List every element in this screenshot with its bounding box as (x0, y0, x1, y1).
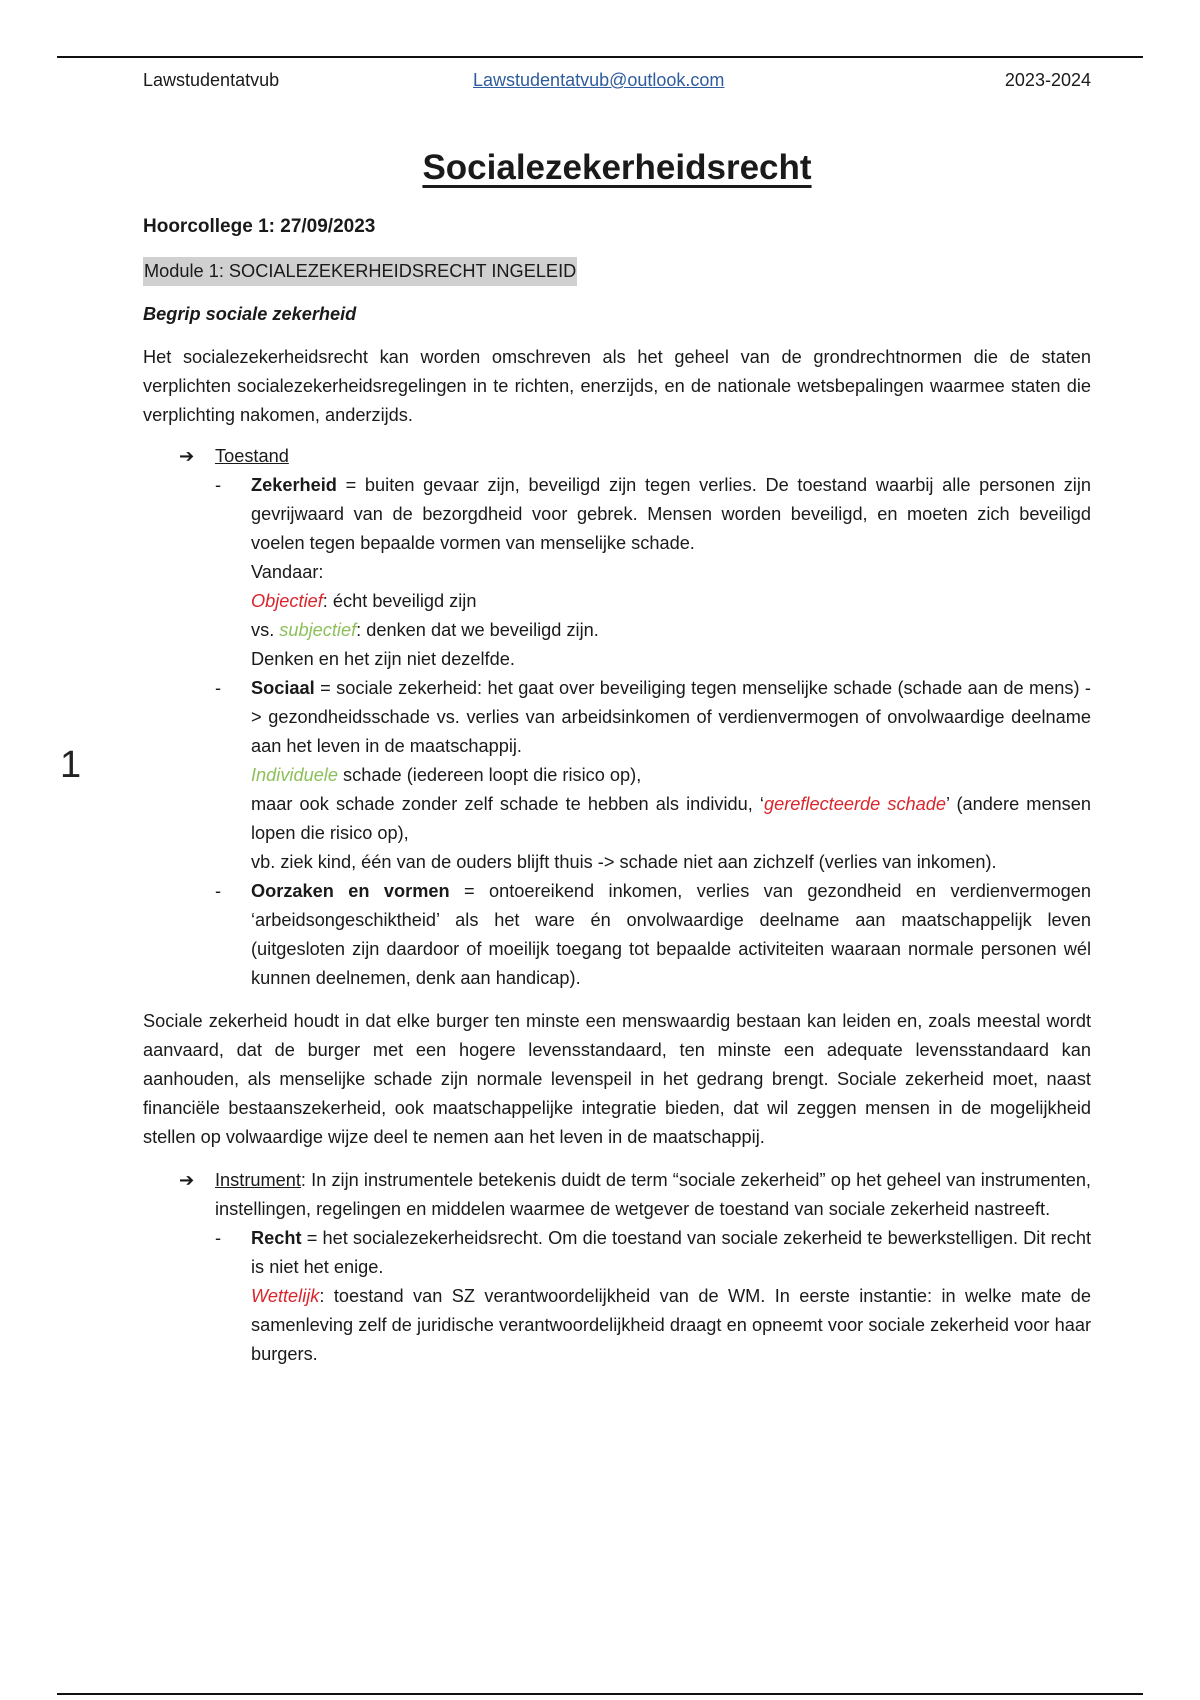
denken-text: Denken en het zijn niet dezelfde. (251, 649, 515, 669)
vs-text: vs. (251, 620, 280, 640)
example-text: vb. ziek kind, één van de ouders blijft thuis -> schade niet aan zichzelf (verlies van inkomen). (251, 852, 997, 872)
dash-bullet: - (215, 1228, 222, 1248)
intro-paragraph: Het socialezekerheidsrecht kan worden omschreven als het geheel van de grondrechtnormen die de staten verplichten socialezekerheidsregelingen in te richten, enerzijds, en de nationale wetsbepalingen waarmee staten die verplichting nakomen, anderzijds. (143, 347, 1091, 425)
wettelijk-text: : toestand van SZ verantwoordelijkheid van de WM. In eerste instantie: in welke mate de samenleving zelf de juridische verantwoordelijkheid draagt en opneemt voor sociale zekerheid voor haar burgers. (251, 1286, 1091, 1364)
gereflecteerde-term: gereflecteerde schade (763, 794, 947, 814)
page-title: Socialezekerheidsrecht (422, 148, 812, 187)
subjectief-text: : denken dat we beveiligd zijn. (356, 620, 599, 640)
term-recht: Recht (251, 1228, 302, 1248)
zekerheid-text: = buiten gevaar zijn, beveiligd zijn tegen verlies. De toestand waarbij alle personen zijn gevrijwaard van de bezorgdheid voor gebrek. Mensen worden beveiligd, en moeten zich beveiligd voelen tegen bepaalde vormen van menselijke schade. (251, 475, 1091, 553)
term-sociaal: Sociaal (251, 678, 315, 698)
maar-text-post: ’ (andere mensen lopen die risico op), (251, 794, 1091, 843)
instrument-section (143, 1166, 1091, 1224)
wettelijk-term: Wettelijk (251, 1286, 320, 1306)
header-left: Lawstudentatvub (143, 70, 280, 90)
lecture-heading: Hoorcollege 1: 27/09/2023 (143, 216, 376, 237)
objectief-term: Objectief (251, 591, 323, 611)
dash-bullet: - (215, 881, 222, 901)
module-heading: Module 1: SOCIALEZEKERHEIDSRECHT INGELEID (143, 257, 577, 286)
list-item-zekerheid (143, 471, 1091, 674)
paragraph-sociale-zekerheid: Sociale zekerheid houdt in dat elke burger ten minste een menswaardig bestaan kan leiden en, zoals meestal wordt aanvaard, dat de burger met een hogere levensstandaard, ten minste een adequate levensstandaard kan aanhouden, als menselijke schade zijn normale levenspeil in het gedrang brengt. Sociale zekerheid moet, naast financiële bestaanszekerheid, ook maatschappelijke integratie bieden, dat wil zeggen mensen in de mogelijkheid stellen op volwaardige wijze deel te nemen aan het leven in de maatschappij. (143, 1011, 1091, 1147)
term-oorzaken: Oorzaken en vormen (251, 881, 450, 901)
dash-bullet: - (215, 678, 222, 698)
page-header (143, 70, 1091, 100)
oorzaken-text: = ontoereikend inkomen, verlies van gezondheid en verdienvermogen ‘arbeidsongeschiktheid’ als het ware én onvolwaardige deelname aan maatschappelijk leven (uitgesloten zijn daardoor of moeilijk toegang tot bepaalde activiteiten waaraan normale personen wél kunnen deelnemen, denk aan handicap). (251, 881, 1091, 988)
subjectief-term: subjectief (279, 620, 357, 640)
top-rule (57, 56, 1143, 58)
instrument-text: : In zijn instrumentele betekenis duidt de term “sociale zekerheid” op het geheel van instrumenten, instellingen, regelingen en middelen waarmee de wetgever de toestand van sociale zekerheid nastreeft. (215, 1170, 1091, 1219)
sociaal-text: = sociale zekerheid: het gaat over beveiliging tegen menselijke schade (schade aan de mens) -> gezondheidsschade vs. verlies van arbeidsinkomen of verdienvermogen of onvolwaardige deelname aan het leven in de maatschappij. (251, 678, 1091, 756)
list-item-recht (143, 1224, 1091, 1369)
list-item-oorzaken (143, 877, 1091, 993)
vandaar-text: Vandaar: (251, 562, 324, 582)
arrow-icon: ➔ (179, 446, 195, 466)
toestand-label: Toestand (215, 446, 289, 466)
recht-text: = het socialezekerheidsrecht. Om die toestand van sociale zekerheid te bewerkstelligen. Dit recht is niet het enige. (251, 1228, 1091, 1277)
bottom-rule (57, 1693, 1143, 1695)
maar-text-pre: maar ook schade zonder zelf schade te hebben als individu, ‘ (251, 794, 764, 814)
page-number: 1 (60, 744, 82, 786)
individuele-term: Individuele (251, 765, 338, 785)
header-email-link[interactable]: Lawstudentatvub@outlook.com (473, 70, 725, 90)
instrument-label: Instrument (215, 1170, 301, 1190)
list-item-sociaal (143, 674, 1091, 877)
dash-bullet: - (215, 475, 222, 495)
arrow-icon: ➔ (179, 1170, 195, 1190)
objectief-text: : écht beveiligd zijn (322, 591, 477, 611)
document-body (143, 140, 1091, 1369)
term-zekerheid: Zekerheid (251, 475, 337, 495)
toestand-section (143, 442, 1091, 471)
individuele-text: schade (iedereen loopt die risico op), (337, 765, 642, 785)
concept-heading: Begrip sociale zekerheid (143, 304, 357, 324)
header-year: 2023-2024 (1004, 70, 1091, 90)
